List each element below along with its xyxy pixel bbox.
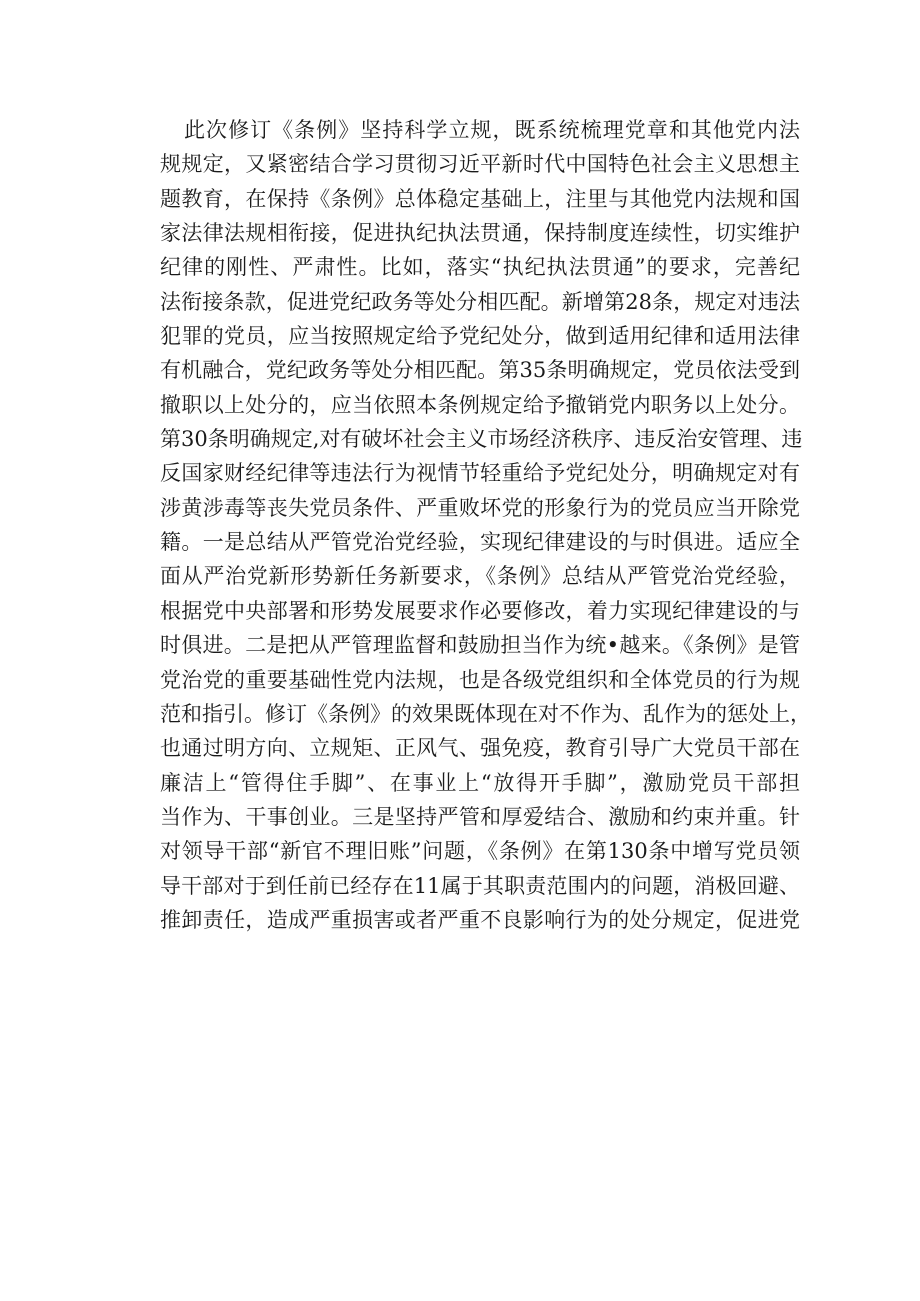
text-line: 撤职以上处分的，应当依照本条例规定给予撤销党内职务以上处分。 xyxy=(160,392,800,417)
text-line: 有机融合，党纪政务等处分相匹配。第35条明确规定，党员依法受到 xyxy=(160,358,800,383)
text-line: 范和指引。修订《条例》的效果既体现在对不作为、乱作为的惩处上， xyxy=(160,701,811,726)
text-line: 法衔接条款，促进党纪政务等处分相匹配。新增第28条，规定对违法 xyxy=(160,289,800,314)
text-line: 纪律的刚性、严肃性。比如，落实“执纪执法贯通”的要求，完善纪 xyxy=(160,255,800,280)
text-line: 廉洁上“管得住手脚”、在事业上“放得开手脚”，激励党员干部担 xyxy=(160,770,800,795)
text-line: 面从严治党新形势新任务新要求，《条例》总结从严管党治党经验， xyxy=(160,564,800,589)
text-line: 当作为、干事创业。三是坚持严管和厚爱结合、激励和约束并重。针 xyxy=(160,804,800,829)
text-line: 党治党的重要基础性党内法规，也是各级党组织和全体党员的行为规 xyxy=(160,667,800,692)
text-line: 规规定，又紧密结合学习贯彻习近平新时代中国特色社会主义思想主 xyxy=(160,152,800,177)
text-line: 也通过明方向、立规矩、正风气、强免疫，教育引导广大党员干部在 xyxy=(160,736,800,761)
body-paragraph xyxy=(160,113,811,937)
text-line: 导干部对于到任前已经存在11属于其职责范围内的问题，消极回避、 xyxy=(160,873,800,898)
text-line: 犯罪的党员，应当按照规定给予党纪处分，做到适用纪律和适用法律 xyxy=(160,324,800,349)
text-line: 根据党中央部署和形势发展要求作必要修改，着力实现纪律建设的与 xyxy=(160,598,800,623)
text-line: 时俱进。二是把从严管理监督和鼓励担当作为统•越来。《条例》是管 xyxy=(160,633,800,658)
text-line: 题教育，在保持《条例》总体稳定基础上，注里与其他党内法规和国 xyxy=(160,186,800,211)
text-line: 此次修订《条例》坚持科学立规，既系统梳理党章和其他党内法 xyxy=(184,118,800,142)
text-line: 第30条明确规定,对有破坏社会主义市场经济秩序、违反治安管理、违 xyxy=(160,427,803,452)
text-line: 籍。一是总结从严管党治党经验，实现纪律建设的与时俱进。适应全 xyxy=(160,530,800,555)
text-line: 对领导干部“新官不理旧账”问题，《条例》在第130条中增写党员领 xyxy=(160,839,800,864)
text-line: 反国家财经纪律等违法行为视情节轻重给予党纪处分，明确规定对有 xyxy=(160,461,800,486)
text-line: 推卸责任，造成严重损害或者严重不良影响行为的处分规定，促进党 xyxy=(160,907,800,932)
text-line: 涉黄涉毒等丧失党员条件、严重败坏党的形象行为的党员应当开除党 xyxy=(160,495,800,520)
text-line: 家法律法规相衔接，促进执纪执法贯通，保持制度连续性，切实维护 xyxy=(160,221,800,246)
